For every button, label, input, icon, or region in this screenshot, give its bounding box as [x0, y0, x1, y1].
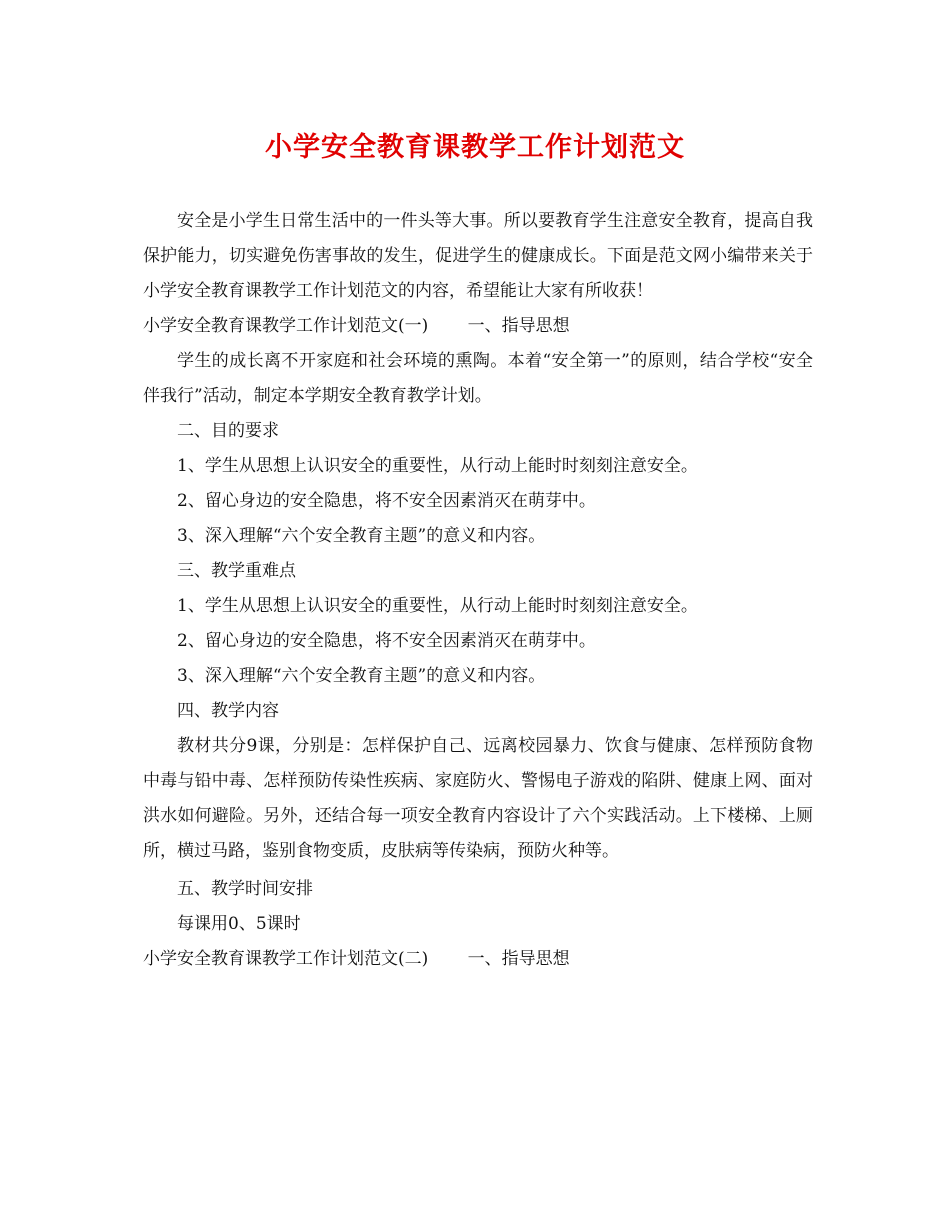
key-point-item: 2、留心身边的安全隐患，将不安全因素消灭在萌芽中。	[177, 631, 596, 651]
document-body	[143, 204, 813, 977]
intro-paragraph: 安全是小学生日常生活中的一件头等大事。所以要教育学生注意安全教育，提高自我保护能力，切实避免伤害事故的发生，促进学生的健康成长。下面是范文网小编带来关于小学安全教育课教学工作计划范文的内容，希望能让大家有所收获！	[143, 211, 813, 301]
goal-item: 2、留心身边的安全隐患，将不安全因素消灭在萌芽中。	[177, 491, 596, 511]
key-points-heading: 三、教学重难点	[177, 561, 296, 581]
goals-heading: 二、目的要求	[177, 421, 279, 441]
document-title: 小学安全教育课教学工作计划范文	[265, 132, 685, 163]
schedule-paragraph: 每课用0、5课时	[177, 914, 301, 934]
key-point-item: 3、深入理解“六个安全教育主题”的意义和内容。	[177, 666, 546, 686]
key-point-item: 1、学生从思想上认识安全的重要性，从行动上能时时刻刻注意安全。	[177, 596, 698, 616]
guiding-thought-paragraph: 学生的成长离不开家庭和社会环境的熏陶。本着“安全第一”的原则，结合学校“安全伴我行”活动，制定本学期安全教育教学计划。	[143, 351, 813, 406]
schedule-heading: 五、教学时间安排	[177, 879, 313, 899]
content-heading: 四、教学内容	[177, 701, 279, 721]
section-one-heading: 小学安全教育课教学工作计划范文(一) 一、指导思想	[143, 316, 570, 336]
goal-item: 1、学生从思想上认识安全的重要性，从行动上能时时刻刻注意安全。	[177, 456, 698, 476]
content-paragraph: 教材共分9课，分别是：怎样保护自己、远离校园暴力、饮食与健康、怎样预防食物中毒与铅中毒、怎样预防传染性疾病、家庭防火、警惕电子游戏的陷阱、健康上网、面对洪水如何避险。另外，还结合每一项安全教育内容设计了六个实践活动。上下楼梯、上厕所，横过马路，鉴别食物变质，皮肤病等传染病，预防火种等。	[143, 736, 813, 861]
goal-item: 3、深入理解“六个安全教育主题”的意义和内容。	[177, 526, 546, 546]
section-two-heading: 小学安全教育课教学工作计划范文(二) 一、指导思想	[143, 949, 570, 969]
